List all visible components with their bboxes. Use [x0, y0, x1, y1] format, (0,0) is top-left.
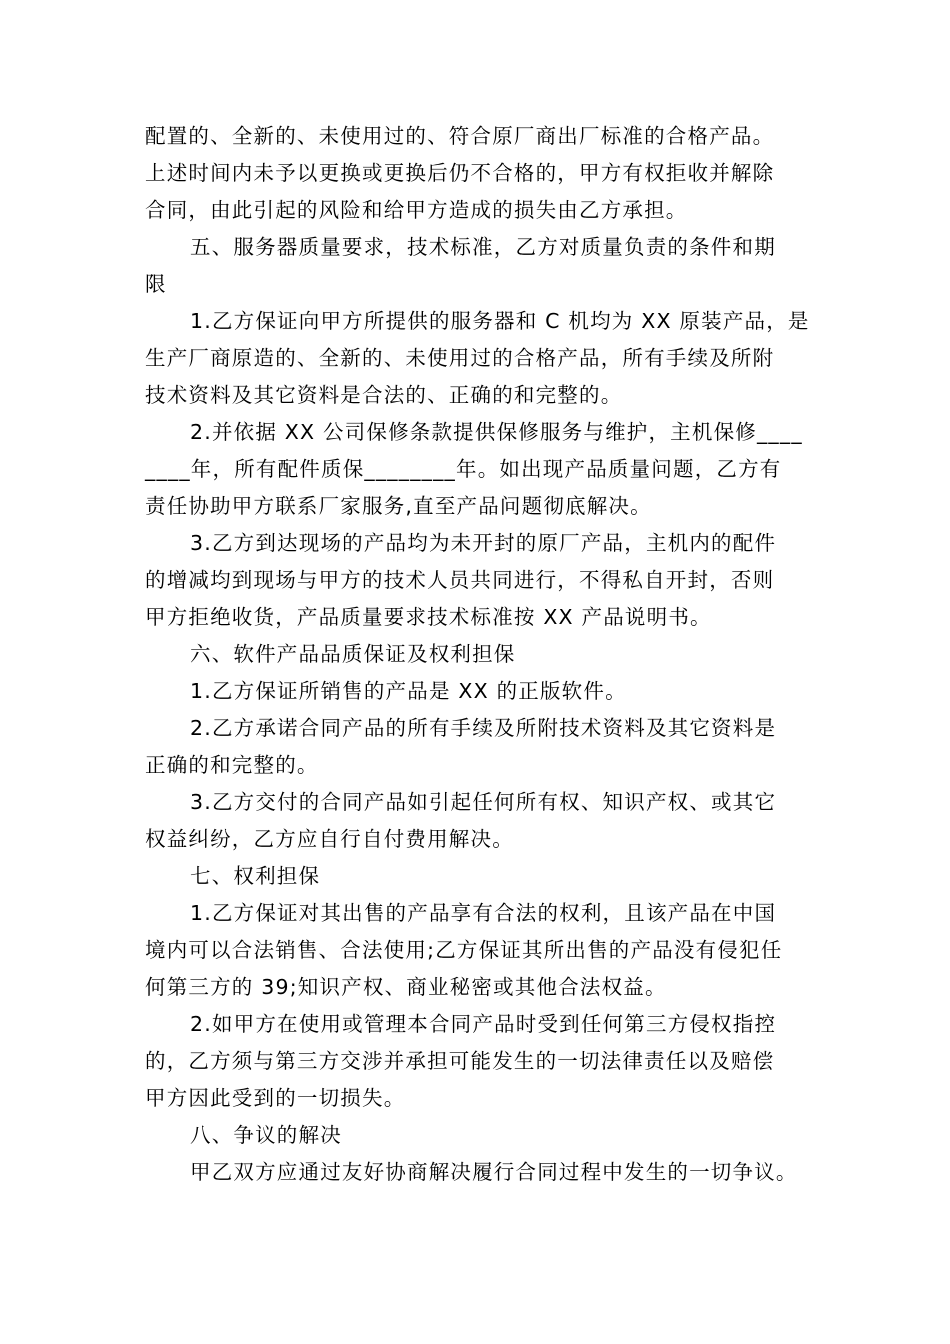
text-line: 1.乙方保证所销售的产品是 XX 的正版软件。 — [190, 679, 627, 703]
text-line: 甲方因此受到的一切损失。 — [145, 1086, 406, 1110]
text-line: 上述时间内未予以更换或更换后仍不合格的，甲方有权拒收并解除 — [145, 161, 775, 185]
document-body — [145, 118, 815, 1191]
text-line: 2.如甲方在使用或管理本合同产品时受到任何第三方侵权指控 — [190, 1012, 777, 1036]
text-line: 责任协助甲方联系厂家服务,直至产品问题彻底解决。 — [145, 494, 652, 518]
text-line: 3.乙方到达现场的产品均为未开封的原厂产品，主机内的配件 — [190, 531, 777, 555]
text-line: 限 — [145, 272, 167, 296]
text-line: 的，乙方须与第三方交涉并承担可能发生的一切法律责任以及赔偿 — [145, 1049, 775, 1073]
text-line: 何第三方的 39;知识产权、商业秘密或其他合法权益。 — [145, 975, 667, 999]
text-line: 1.乙方保证向甲方所提供的服务器和 C 机均为 XX 原装产品，是 — [190, 309, 810, 333]
text-line: 2.乙方承诺合同产品的所有手续及所附技术资料及其它资料是 — [190, 716, 777, 740]
text-line: 甲乙双方应通过友好协商解决履行合同过程中发生的一切争议。 — [190, 1160, 798, 1184]
text-line: 生产厂商原造的、全新的、未使用过的合格产品，所有手续及所附 — [145, 346, 775, 370]
text-line: 合同，由此引起的风险和给甲方造成的损失由乙方承担。 — [145, 198, 688, 222]
text-line: 正确的和完整的。 — [145, 753, 319, 777]
text-line: 3.乙方交付的合同产品如引起任何所有权、知识产权、或其它 — [190, 790, 777, 814]
text-line: 七、权利担保 — [190, 864, 321, 888]
text-line: 五、服务器质量要求，技术标准，乙方对质量负责的条件和期 — [190, 235, 776, 259]
text-line: 境内可以合法销售、合法使用;乙方保证其所出售的产品没有侵犯任 — [145, 938, 783, 962]
text-line: 六、软件产品品质保证及权利担保 — [190, 642, 516, 666]
text-line: 甲方拒绝收货，产品质量要求技术标准按 XX 产品说明书。 — [145, 605, 712, 629]
text-line: 的增减均到现场与甲方的技术人员共同进行，不得私自开封，否则 — [145, 568, 775, 592]
text-line: ____年，所有配件质保________年。如出现产品质量问题，乙方有 — [145, 457, 782, 481]
text-line: 权益纠纷，乙方应自行自付费用解决。 — [145, 827, 514, 851]
text-line: 2.并依据 XX 公司保修条款提供保修服务与维护，主机保修____ — [190, 420, 803, 444]
text-line: 1.乙方保证对其出售的产品享有合法的权利，且该产品在中国 — [190, 901, 777, 925]
text-line: 八、争议的解决 — [190, 1123, 342, 1147]
text-line: 技术资料及其它资料是合法的、正确的和完整的。 — [145, 383, 623, 407]
text-line: 配置的、全新的、未使用过的、符合原厂商出厂标准的合格产品。 — [145, 124, 775, 148]
